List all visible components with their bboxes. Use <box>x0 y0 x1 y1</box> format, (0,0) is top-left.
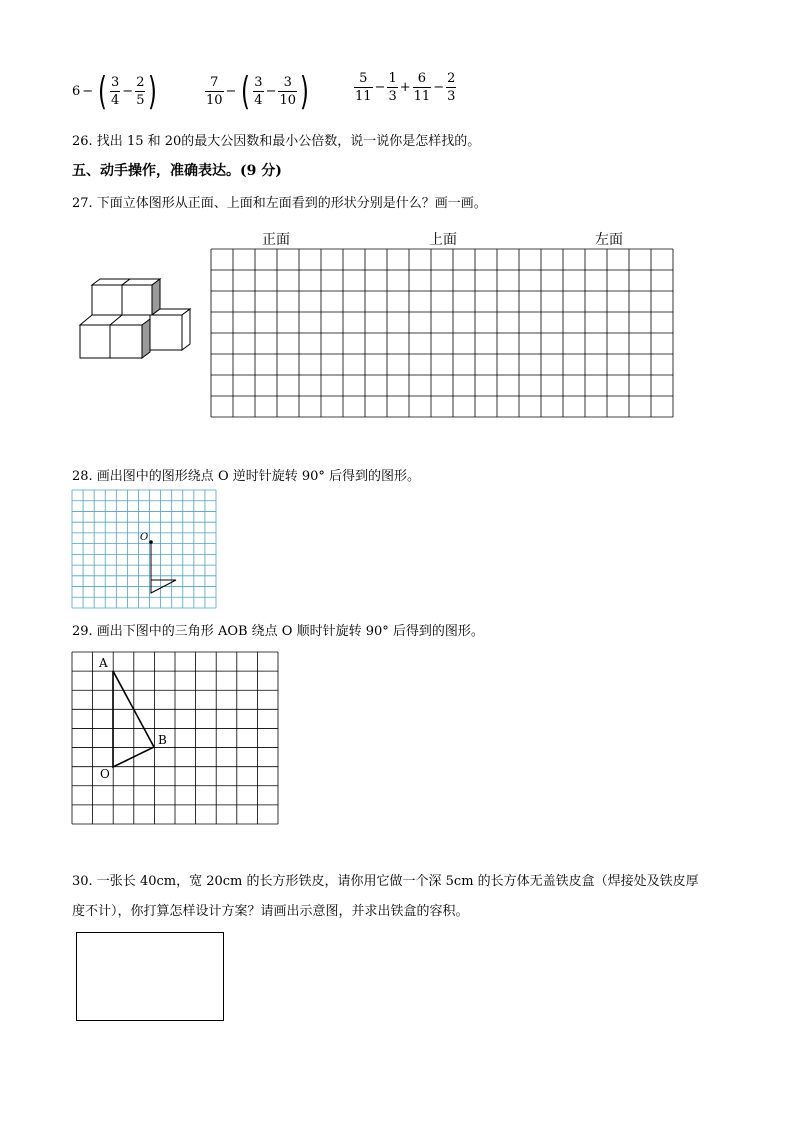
view-drawing-grid[interactable] <box>211 249 673 417</box>
sketch-box[interactable] <box>76 932 224 1021</box>
expr1-op1: − <box>82 83 94 99</box>
expression-2 <box>205 69 312 113</box>
fraction: $\frac{3}{4}$ <box>254 74 263 108</box>
question-27: 27. 下面立体图形从正面、上面和左面看到的形状分别是什么？画一画。 <box>72 196 487 211</box>
question-26: 26. 找出 15 和 20的最大公因数和最小公倍数，说一说你是怎样找的。 <box>72 134 481 149</box>
point-o-label: O <box>100 767 110 781</box>
right-paren: ) <box>148 69 158 113</box>
label-left-view: 左面 <box>595 232 623 248</box>
question-28: 28. 画出图中的图形绕点 O 逆时针旋转 90° 后得到的图形。 <box>72 469 421 484</box>
expr1-lead: 6 <box>72 83 81 99</box>
point-a-label: A <box>99 656 108 670</box>
label-top-view: 上面 <box>429 232 457 248</box>
expr3-op3: − <box>433 80 445 95</box>
label-front-view: 正面 <box>262 232 290 248</box>
right-paren: ) <box>299 69 309 113</box>
expr3-op2: + <box>399 80 411 95</box>
expr2-op2: − <box>265 83 277 99</box>
triangle-grid[interactable] <box>72 652 278 824</box>
fraction: $\frac{5}{11}$ <box>355 71 372 104</box>
cube-stack-figure <box>72 270 202 370</box>
left-paren: ( <box>241 69 251 113</box>
fraction: $\frac{3}{4}$ <box>111 74 120 108</box>
section-heading: 五、动手操作，准确表达。(9 分) <box>72 163 282 179</box>
fraction: $\frac{7}{10}$ <box>206 74 223 108</box>
fraction: $\frac{3}{10}$ <box>279 74 297 108</box>
expression-3 <box>354 72 456 103</box>
fraction: $\frac{2}{3}$ <box>447 71 456 104</box>
expr2-op1: − <box>225 83 237 99</box>
fraction: $\frac{1}{3}$ <box>388 71 397 104</box>
point-o-label: O <box>140 532 149 543</box>
expr3-op1: − <box>374 80 386 95</box>
rotation-grid-blue[interactable] <box>72 490 216 608</box>
expr1-op2: − <box>122 83 134 99</box>
question-29: 29. 画出下图中的三角形 AOB 绕点 O 顺时针旋转 90° 后得到的图形。 <box>72 624 484 639</box>
question-30-line-2: 度不计），你打算怎样设计方案？请画出示意图，并求出铁盒的容积。 <box>72 904 469 919</box>
point-b-label: B <box>158 733 167 747</box>
question-30-line-1: 30. 一张长 40cm，宽 20cm 的长方形铁皮，请你用它做一个深 5cm 的长方体无盖铁皮盒（焊接处及铁皮厚 <box>72 874 699 889</box>
expression-1 <box>72 69 160 113</box>
fraction: $\frac{2}{5}$ <box>136 74 145 108</box>
fraction: $\frac{6}{11}$ <box>413 71 431 104</box>
left-paren: ( <box>98 69 108 113</box>
